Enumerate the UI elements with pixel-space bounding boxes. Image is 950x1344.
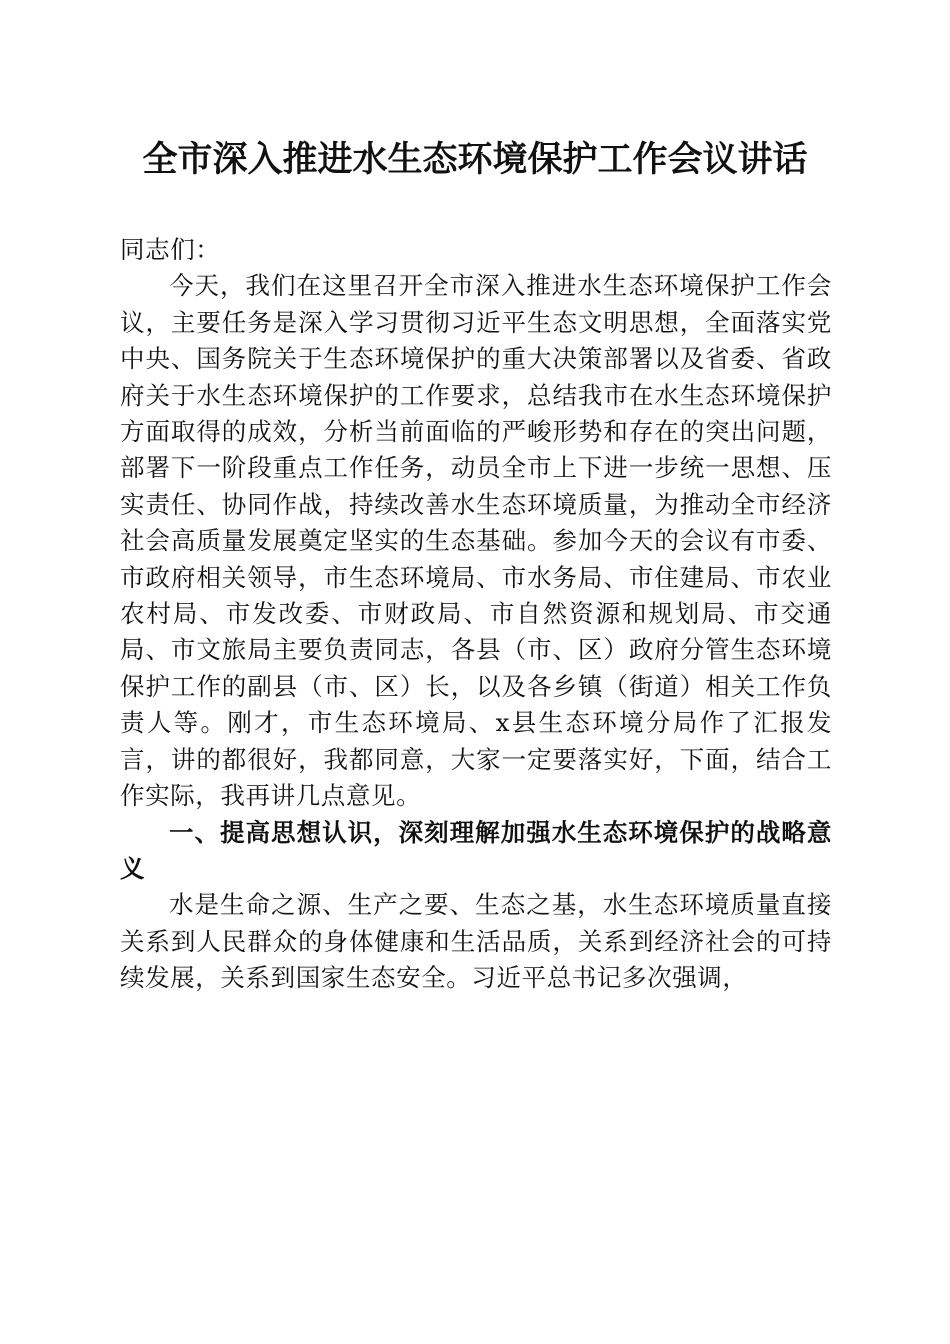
section-heading-1: 一、提高思想认识，深刻理解加强水生态环境保护的战略意义 — [120, 817, 832, 883]
salutation: 同志们： — [120, 235, 221, 264]
document-body — [120, 232, 832, 997]
section-1-paragraph: 水是生命之源、生产之要、生态之基，水生态环境质量直接关系到人民群众的身体健康和生活品质，关系到经济社会的可持续发展，关系到国家生态安全。习近平总书记多次强调， — [120, 890, 832, 993]
document-title: 全市深入推进水生态环境保护工作会议讲话 — [142, 139, 808, 180]
opening-paragraph: 今天，我们在这里召开全市深入推进水生态环境保护工作会议，主要任务是深入学习贯彻习近平生态文明思想，全面落实党中央、国务院关于生态环境保护的重大决策部署以及省委、省政府关于水生态环境保护的工作要求，总结我市在水生态环境保护方面取得的成效，分析当前面临的严峻形势和存在的突出问题，部署下一阶段重点工作任务，动员全市上下进一步统一思想、压实责任、协同作战，持续改善水生态环境质量，为推动全市经济社会高质量发展奠定坚实的生态基础。参加今天的会议有市委、市政府相关领导，市生态环境局、市水务局、市住建局、市农业农村局、市发改委、市财政局、市自然资源和规划局、市交通局、市文旅局主要负责同志，各县（市、区）政府分管生态环境保护工作的副县（市、区）长，以及各乡镇（街道）相关工作负责人等。刚才，市生态环境局、x县生态环境分局作了汇报发言，讲的都很好，我都同意，大家一定要落实好，下面，结合工作实际，我再讲几点意见。 — [120, 271, 832, 811]
